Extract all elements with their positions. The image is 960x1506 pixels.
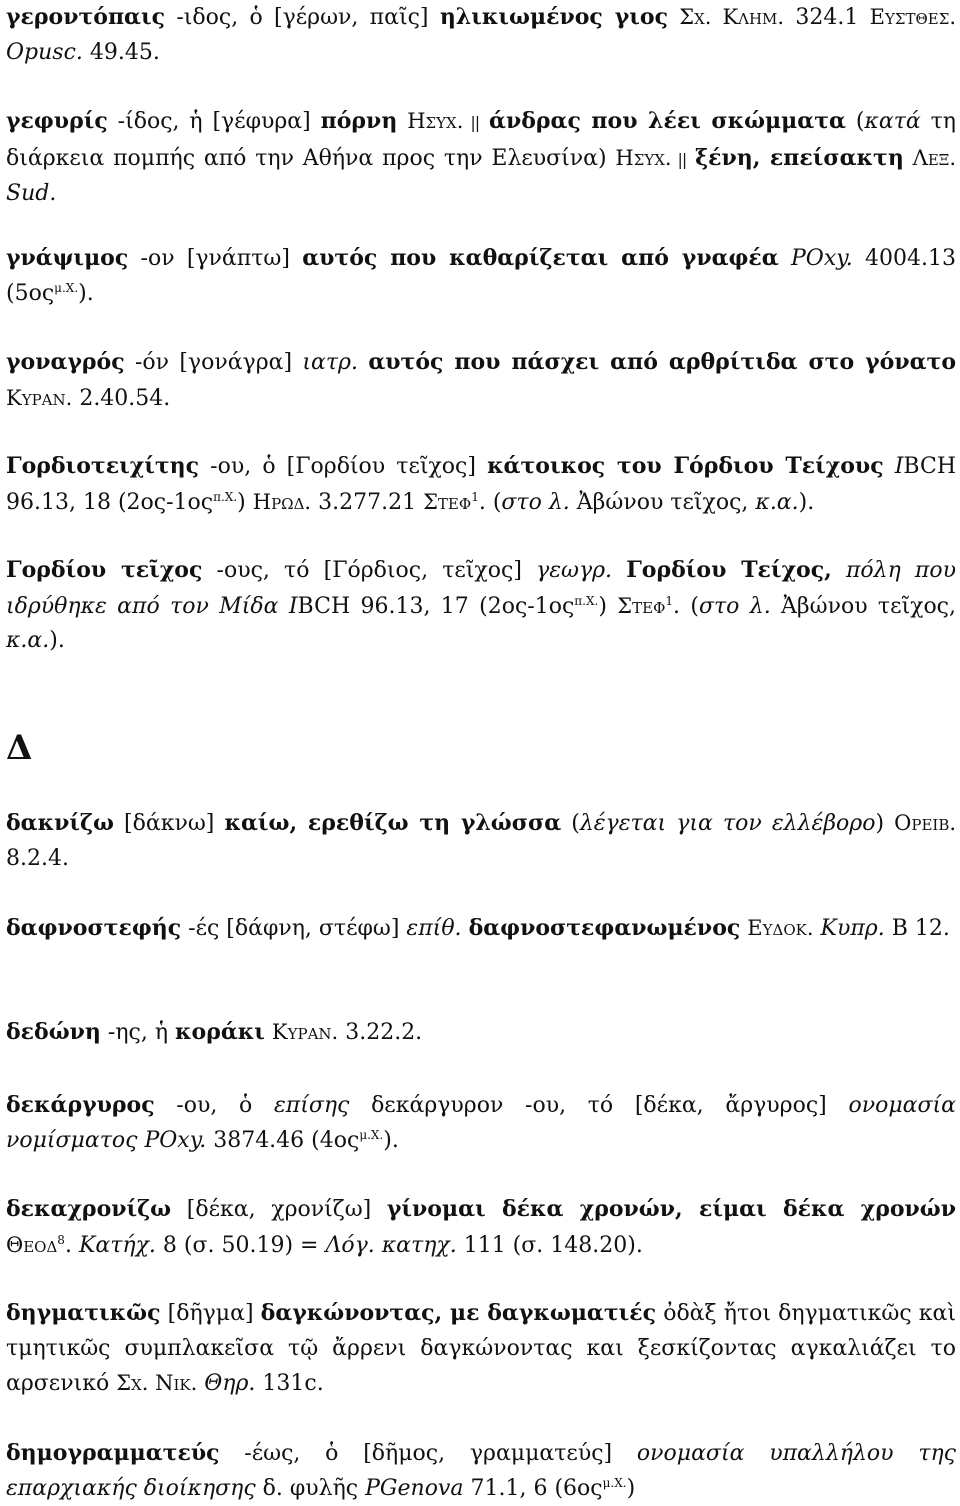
entry-text bbox=[884, 454, 895, 479]
source-abbreviation: Ευδοκ. bbox=[747, 916, 814, 940]
dictionary-entry bbox=[6, 0, 956, 70]
dictionary-entry bbox=[6, 1088, 956, 1158]
entry-text bbox=[668, 5, 679, 30]
entry-text: ( bbox=[845, 109, 865, 134]
italic-note: Sud. bbox=[6, 181, 57, 206]
entry-text bbox=[686, 146, 695, 171]
entry-text: Ἀβώνου τεῖχος, bbox=[569, 489, 756, 515]
italic-note: Λόγ. κατηχ. bbox=[325, 1232, 457, 1258]
definition-text: γίνομαι δέκα χρονών, είμαι δέκα χρονών bbox=[386, 1196, 956, 1222]
italic-note: κ.α. bbox=[755, 489, 799, 515]
entry-text: -ους, τό [Γόρδιος, τεῖχος] bbox=[202, 558, 537, 583]
entry-text: ) bbox=[875, 811, 895, 836]
entry-text: BCH 96.13, 17 (2ος-1ος bbox=[297, 593, 575, 619]
entry-text: -ου, ὁ [Γορδίου τεῖχος] bbox=[199, 454, 488, 479]
section-letter-heading: Δ bbox=[6, 728, 33, 768]
italic-note: POxy. bbox=[791, 246, 853, 271]
entry-text bbox=[612, 558, 626, 583]
entry-text: -ης, ἡ bbox=[100, 1020, 176, 1045]
headword: δηγματικῶς bbox=[6, 1300, 161, 1326]
italic-note: κ.α. bbox=[6, 628, 50, 653]
source-abbreviation: Σχ. Νικ. bbox=[116, 1371, 198, 1395]
entry-text: 3.277.21 bbox=[311, 489, 424, 515]
source-abbreviation: Ηρωδ. bbox=[252, 489, 312, 514]
headword: γοναγρός bbox=[6, 349, 125, 375]
headword: δεκαχρονίζω bbox=[6, 1196, 172, 1222]
entry-text: 131c. bbox=[255, 1371, 324, 1396]
dictionary-entry bbox=[6, 345, 956, 416]
entry-text: -ές [δάφνη, στέφω] bbox=[181, 916, 407, 941]
dictionary-entry bbox=[6, 241, 956, 311]
entry-text: -όν [γονάγρα] bbox=[124, 350, 303, 375]
sense-separator: || bbox=[470, 113, 480, 132]
entry-text: ). bbox=[78, 280, 94, 306]
entry-text bbox=[479, 109, 489, 134]
dictionary-entry bbox=[6, 1296, 956, 1402]
definition-text: καίω, ερεθίζω τη γλώσσα bbox=[224, 810, 562, 836]
italic-note: λέγεται για τον ελλέβορο bbox=[579, 811, 876, 836]
entry-text: ). bbox=[383, 1127, 399, 1153]
source-abbreviation: Ησυχ. bbox=[615, 145, 672, 170]
entry-text: 71.1, 6 (6ος bbox=[463, 1475, 603, 1501]
entry-text: δ. φυλῆς bbox=[255, 1475, 366, 1501]
superscript: 1 bbox=[471, 489, 479, 504]
entry-text bbox=[832, 558, 846, 583]
entry-text: ). bbox=[49, 628, 65, 653]
source-abbreviation: Θεοδ bbox=[6, 1232, 58, 1257]
definition-text: ηλικιωμένος γιος bbox=[439, 4, 668, 30]
entry-text: 111 (σ. 148.20). bbox=[456, 1232, 643, 1258]
dictionary-entry bbox=[6, 806, 956, 876]
italic-note: επίσης bbox=[273, 1093, 350, 1118]
entry-text bbox=[904, 146, 913, 171]
superscript: μ.Χ. bbox=[54, 280, 79, 295]
entry-text bbox=[397, 109, 407, 134]
entry-text: ). bbox=[798, 489, 815, 515]
source-abbreviation: Λεξ. bbox=[912, 145, 957, 170]
definition-text: ξένη, επείσακτη bbox=[695, 144, 904, 171]
italic-note: ιατρ. bbox=[302, 350, 358, 375]
entry-text: -ου, ὁ bbox=[154, 1093, 274, 1118]
italic-note: κατά bbox=[864, 109, 921, 134]
italic-note: στο λ. bbox=[698, 593, 771, 619]
source-abbreviation: Σχ. Κλημ. bbox=[679, 5, 785, 29]
definition-text: δαφνοστεφανωμένος bbox=[468, 915, 741, 941]
entry-text bbox=[358, 350, 368, 375]
source-abbreviation: Ορειβ. bbox=[894, 811, 957, 835]
italic-note: πόλη που ιδρύθηκε από τον Μίδα bbox=[6, 558, 956, 619]
italic-note: Κατήχ. bbox=[78, 1232, 156, 1258]
entry-text: -ιδος, ὁ [γέρων, παῖς] bbox=[165, 5, 440, 30]
italic-note: ονομασία νομίσματος bbox=[6, 1093, 956, 1153]
superscript: μ.Χ. bbox=[359, 1127, 384, 1142]
entry-text: . ( bbox=[673, 593, 699, 619]
entry-text: . bbox=[64, 1232, 79, 1258]
dictionary-entry bbox=[6, 911, 956, 947]
dictionary-entry bbox=[6, 553, 956, 659]
entry-text: Β 12. bbox=[884, 916, 950, 941]
entry-text: Ἀβώνου τεῖχος, bbox=[770, 593, 957, 619]
entry-text: 3874.46 (4ος bbox=[206, 1127, 360, 1153]
headword: δακνίζω bbox=[6, 810, 114, 836]
entry-text: [δῆγμα] bbox=[160, 1301, 261, 1326]
dictionary-entry bbox=[6, 1192, 956, 1263]
definition-text: δαγκώνοντας, με δαγκωματιές bbox=[260, 1300, 657, 1326]
dictionary-entry bbox=[6, 1015, 956, 1051]
source-abbreviation: Ησυχ. bbox=[407, 109, 464, 133]
superscript: 8 bbox=[57, 1232, 65, 1247]
entry-text bbox=[265, 1020, 272, 1045]
source-abbreviation: Κυραν. bbox=[271, 1020, 339, 1044]
entry-text: ) bbox=[626, 1475, 636, 1501]
source-abbreviation: Ευστθεσ. bbox=[869, 5, 957, 29]
headword: γεροντόπαις bbox=[6, 4, 166, 30]
entry-text: 4004.13 (5ος bbox=[6, 246, 956, 306]
entry-text: 3.22.2. bbox=[338, 1020, 423, 1045]
entry-text: 2.40.54. bbox=[72, 385, 171, 411]
dictionary-entry bbox=[6, 1436, 956, 1506]
definition-text: κάτοικος του Γόρδιου Τείχους bbox=[487, 453, 884, 479]
entry-text bbox=[462, 916, 469, 941]
entry-text bbox=[814, 916, 821, 941]
italic-note: γεωγρ. bbox=[536, 558, 613, 583]
italic-note: ονομασία υπαλλήλου της επαρχιακής διοίκησης bbox=[6, 1441, 956, 1501]
entry-text: -ίδος, ἡ [γέφυρα] bbox=[107, 109, 321, 134]
entry-text: δεκάργυρον -ου, τό [δέκα, ἄργυρος] bbox=[349, 1093, 849, 1118]
italic-note: Opusc. bbox=[6, 39, 83, 65]
sense-separator: || bbox=[677, 149, 687, 169]
source-abbreviation: Στεφ bbox=[617, 593, 666, 618]
headword: δημογραμματεύς bbox=[6, 1440, 220, 1466]
entry-text: ὀδὰξ ἤτοι δηγματικῶς καὶ τμητικῶς συμπλακεῖσα τῷ ἄρρενι δαγκώνοντας και ξεσκίζοντας αγκαλιάζει το αρσενικό bbox=[6, 1301, 956, 1396]
dictionary-entry bbox=[6, 104, 956, 212]
definition-text: Γορδίου Τείχος, bbox=[626, 557, 832, 583]
entry-text: ) bbox=[598, 593, 618, 619]
definition-text: πόρνη bbox=[320, 108, 398, 134]
entry-text: 8 (σ. 50.19) = bbox=[155, 1232, 326, 1258]
italic-note: επίθ. bbox=[406, 916, 462, 941]
entry-text: BCH 96.13, 18 (2ος-1ος bbox=[6, 454, 956, 515]
source-abbreviation: Κυραν. bbox=[6, 385, 73, 410]
entry-text bbox=[779, 246, 791, 271]
italic-note: I bbox=[288, 593, 298, 619]
entry-text: -ον [γνάπτω] bbox=[128, 246, 303, 271]
superscript: π.Χ. bbox=[213, 489, 238, 504]
entry-text: ( bbox=[561, 811, 580, 836]
italic-note: Κυπρ. bbox=[820, 916, 885, 941]
dictionary-entry bbox=[6, 449, 956, 520]
headword: δεδώνη bbox=[6, 1019, 101, 1045]
italic-note: PGenova bbox=[365, 1475, 464, 1501]
headword: δεκάργυρος bbox=[6, 1092, 155, 1118]
headword: γεφυρίς bbox=[6, 108, 108, 134]
entry-text: [δάκνω] bbox=[113, 811, 225, 836]
entry-text: . ( bbox=[478, 489, 502, 515]
italic-note: στο λ. bbox=[501, 489, 570, 515]
definition-text: αυτός που καθαρίζεται από γναφέα bbox=[302, 245, 779, 271]
definition-text: άνδρας που λέει σκώμματα bbox=[489, 108, 846, 134]
definition-text: κοράκι bbox=[175, 1019, 265, 1045]
headword: Γορδιοτειχίτης bbox=[6, 453, 200, 479]
italic-note: Θηρ. bbox=[204, 1371, 256, 1396]
superscript: π.Χ. bbox=[574, 593, 599, 608]
superscript: μ.Χ. bbox=[602, 1475, 627, 1490]
entry-text: ) bbox=[237, 489, 253, 515]
entry-text: -έως, ὁ [δῆμος, γραμματεύς] bbox=[219, 1441, 637, 1466]
superscript: 1 bbox=[665, 593, 674, 608]
source-abbreviation: Στεφ bbox=[423, 489, 472, 514]
definition-text: αυτός που πάσχει από αρθρίτιδα στο γόνατο bbox=[368, 349, 957, 375]
entry-text: [δέκα, χρονίζω] bbox=[171, 1197, 387, 1222]
entry-text: 8.2.4. bbox=[6, 845, 69, 871]
headword: Γορδίου τεῖχος bbox=[6, 557, 203, 583]
entry-text: 49.45. bbox=[82, 39, 160, 65]
headword: δαφνοστεφής bbox=[6, 915, 182, 941]
headword: γνάψιμος bbox=[6, 245, 129, 271]
entry-text: 324.1 bbox=[784, 5, 870, 30]
italic-note: POxy. bbox=[144, 1127, 207, 1153]
italic-note: I bbox=[894, 454, 904, 479]
entry-text: τη διάρκεια πομπής από την Αθήνα προς την Ελευσίνα) bbox=[6, 109, 956, 171]
entry-text bbox=[278, 594, 288, 619]
